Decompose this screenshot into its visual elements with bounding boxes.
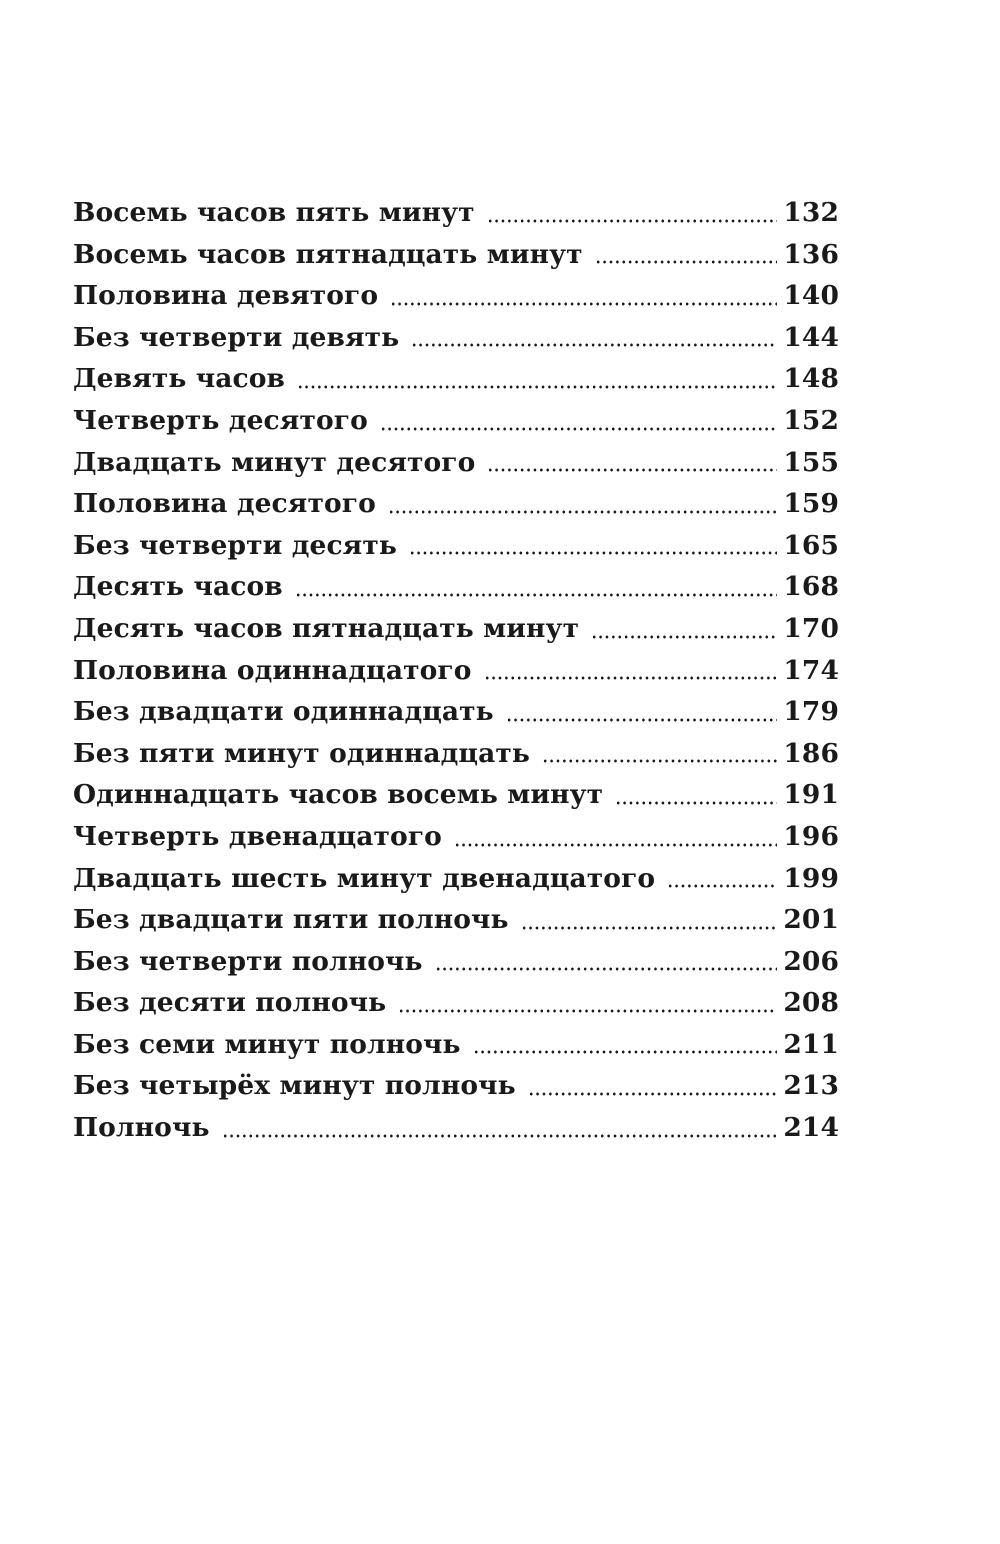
- toc-entry-page: 211: [783, 1028, 839, 1060]
- toc-entry-title: Десять часов: [73, 571, 283, 603]
- toc-entry-title: Без четырёх минут полночь: [73, 1070, 516, 1102]
- toc-entry-page: 144: [783, 321, 839, 353]
- dot-leader: [398, 1009, 777, 1013]
- toc-entry-page: 174: [783, 654, 839, 686]
- toc-entry-title: Четверть двенадцатого: [73, 820, 442, 852]
- toc-entry[interactable]: [73, 899, 839, 941]
- dot-leader: [390, 302, 777, 306]
- dot-leader: [528, 1092, 778, 1096]
- toc-entry[interactable]: [73, 525, 839, 567]
- toc-entry[interactable]: [73, 691, 839, 733]
- dot-leader: [380, 427, 778, 431]
- toc-entry-page: 199: [783, 862, 839, 894]
- toc-entry-title: Половина девятого: [73, 280, 379, 312]
- dot-leader: [521, 926, 778, 930]
- toc-entry[interactable]: [73, 1107, 839, 1149]
- toc-entry[interactable]: [73, 400, 839, 442]
- dot-leader: [409, 551, 777, 555]
- dot-leader: [667, 884, 777, 888]
- dot-leader: [615, 801, 777, 805]
- toc-entry-page: 170: [783, 612, 839, 644]
- toc-entry-title: Половина одиннадцатого: [73, 654, 472, 686]
- toc-entry-page: 186: [783, 737, 839, 769]
- toc-entry[interactable]: [73, 733, 839, 775]
- dot-leader: [595, 260, 778, 264]
- toc-entry-page: 208: [783, 987, 839, 1019]
- dot-leader: [222, 1134, 778, 1138]
- toc-entry[interactable]: [73, 442, 839, 484]
- toc-entry-title: Одиннадцать часов восемь минут: [73, 779, 604, 811]
- toc-entry[interactable]: [73, 774, 839, 816]
- dot-leader: [454, 843, 777, 847]
- dot-leader: [435, 967, 778, 971]
- toc-entry[interactable]: [73, 234, 839, 276]
- toc-entry-page: 201: [783, 904, 839, 936]
- toc-entry-title: Половина десятого: [73, 488, 376, 520]
- toc-entry[interactable]: [73, 982, 839, 1024]
- toc-entry-page: 152: [783, 404, 839, 436]
- toc-entry-title: Восемь часов пятнадцать минут: [73, 238, 583, 270]
- toc-entry-title: Двадцать шесть минут двенадцатого: [73, 862, 656, 894]
- toc-entry[interactable]: [73, 192, 839, 234]
- toc-entry-page: 159: [783, 488, 839, 520]
- toc-entry[interactable]: [73, 566, 839, 608]
- toc-entry-page: 191: [783, 779, 839, 811]
- toc-entry[interactable]: [73, 275, 839, 317]
- toc-entry-title: Без четверти десять: [73, 529, 397, 561]
- toc-entry-page: 213: [783, 1070, 839, 1102]
- toc-entry[interactable]: [73, 358, 839, 400]
- dot-leader: [506, 718, 778, 722]
- toc-entry[interactable]: [73, 1065, 839, 1107]
- toc-entry-page: 140: [783, 280, 839, 312]
- dot-leader: [297, 385, 777, 389]
- toc-entry[interactable]: [73, 941, 839, 983]
- toc-entry-title: Полночь: [73, 1112, 210, 1144]
- dot-leader: [487, 468, 777, 472]
- dot-leader: [295, 593, 778, 597]
- toc-entry-title: Без двадцати одиннадцать: [73, 696, 494, 728]
- dot-leader: [542, 759, 777, 763]
- toc-entry-page: 179: [783, 696, 839, 728]
- toc-entry-title: Без четверти девять: [73, 321, 400, 353]
- toc-entry[interactable]: [73, 816, 839, 858]
- toc-entry[interactable]: [73, 858, 839, 900]
- dot-leader: [411, 343, 777, 347]
- toc-entry-page: 155: [783, 446, 839, 478]
- dot-leader: [487, 219, 778, 223]
- toc-entry[interactable]: [73, 317, 839, 359]
- toc-entry[interactable]: [73, 608, 839, 650]
- toc-entry-title: Четверть десятого: [73, 404, 368, 436]
- toc-entry-page: 165: [783, 529, 839, 561]
- toc-entry-page: 132: [783, 197, 839, 228]
- toc-entry-page: 148: [783, 363, 839, 395]
- toc-entry-title: Восемь часов пять минут: [73, 197, 475, 228]
- toc-entry-page: 136: [783, 238, 839, 270]
- toc-entry-page: 214: [783, 1112, 839, 1144]
- dot-leader: [484, 676, 778, 680]
- toc-entry-page: 168: [783, 571, 839, 603]
- toc-entry-title: Без семи минут полночь: [73, 1028, 461, 1060]
- dot-leader: [473, 1050, 778, 1054]
- toc-entry[interactable]: [73, 1024, 839, 1066]
- toc-entry-page: 206: [783, 945, 839, 977]
- toc-entry-page: 196: [783, 820, 839, 852]
- toc-entry[interactable]: [73, 483, 839, 525]
- toc-entry-title: Без десяти полночь: [73, 987, 387, 1019]
- dot-leader: [591, 635, 777, 639]
- toc-entry-title: Без четверти полночь: [73, 945, 423, 977]
- toc-entry-title: Без пяти минут одиннадцать: [73, 737, 530, 769]
- table-of-contents: [73, 192, 839, 1149]
- toc-entry-title: Десять часов пятнадцать минут: [73, 612, 580, 644]
- toc-entry-title: Двадцать минут десятого: [73, 446, 476, 478]
- dot-leader: [388, 510, 778, 514]
- toc-entry-title: Без двадцати пяти полночь: [73, 904, 509, 936]
- toc-entry[interactable]: [73, 650, 839, 692]
- toc-entry-title: Девять часов: [73, 363, 286, 395]
